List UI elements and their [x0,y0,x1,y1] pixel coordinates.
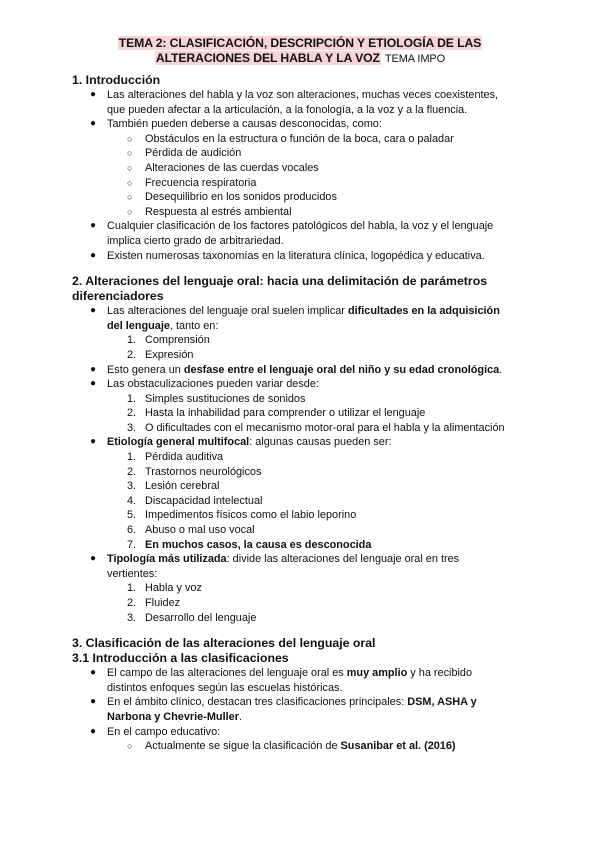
section-1-heading: 1. Introducción [72,73,161,87]
section-2-heading: 2. Alteraciones del lenguaje oral: hacia una delimitación de parámetros diferenciadores [72,274,488,304]
list-item: ● Las alteraciones del habla y la voz son alteraciones, muchas veces coexistentes, que pueden afectar a la articulación, a la fonología, a la voz y a la fluencia. [90,89,499,116]
circle-bullet-icon: ○ [127,192,133,203]
numbered-item: 3. Desarrollo del lenguaje [127,611,257,624]
numbered-item: 2. Hasta la inhabilidad para comprender o utilizar el lenguaje [127,407,426,420]
title-tag: TEMA IMPO [384,53,446,65]
bullet-icon: ● [90,89,97,100]
bullet-icon: ● [90,363,97,375]
title-line-2: ALTERACIONES DEL HABLA Y LA VOZ [155,51,380,65]
section-3-heading: 3. Clasificación de las alteraciones del lenguaje oral [72,636,376,651]
subsection-3-1-heading: 3.1 Introducción a las clasificaciones [72,651,289,666]
circle-bullet-icon: ○ [127,741,133,752]
sub-list-item: ○ Desequilibrio en los sonidos producidos [127,191,337,204]
list-item: ● Existen numerosas taxonomías en la literatura clínica, logopédica y educativa. [90,249,485,262]
numbered-item: 1. Pérdida auditiva [127,451,224,464]
section-1-list [0,88,600,263]
numbered-item: 1. Comprensión [127,334,210,347]
bullet-icon: ● [90,725,97,737]
numbered-item: 2. Expresión [127,348,194,361]
circle-bullet-icon: ○ [127,133,133,144]
numbered-item: 2. Fluidez [127,597,181,609]
bullet-icon: ● [90,378,97,390]
numbered-item: 5. Impedimentos físicos como el labio leporino [127,509,357,522]
list-item: ● Las obstaculizaciones pueden variar desde: [90,378,319,391]
numbered-item: 3. O dificultades con el mecanismo motor-oral para el habla y la alimentación [127,421,505,434]
list-item: ● En el campo educativo: [90,725,221,738]
numbered-item: 1. Habla y voz [127,582,202,595]
bullet-icon: ● [90,667,97,679]
list-item: ● Cualquier clasificación de los factores patológicos del habla, la voz y el lenguaje implica cierto grado de arbitrariedad. [90,220,494,247]
list-item: ● Etiología general multifocal: algunas causas pueden ser: [90,436,392,449]
bullet-icon: ● [90,249,97,261]
section-3-list [0,666,600,754]
sub-list-item: ○ Actualmente se sigue la clasificación de Susanibar et al. (2016) [127,740,456,753]
title-line-1: TEMA 2: CLASIFICACIÓN, DESCRIPCIÓN Y ETIOLOGÍA DE LAS [118,36,482,50]
bullet-icon: ● [90,118,97,130]
sub-list-item: ○ Pérdida de audición [127,147,242,160]
numbered-item: 7. En muchos casos, la causa es desconocida [127,538,372,551]
circle-bullet-icon: ○ [127,177,133,188]
list-item: ● En el ámbito clínico, destacan tres clasificaciones principales: DSM, ASHA y Narbona y Chevrie-Muller. [90,696,477,723]
circle-bullet-icon: ○ [127,148,133,159]
circle-bullet-icon: ○ [127,206,133,217]
document-title [0,36,600,67]
numbered-item: 4. Discapacidad intelectual [127,494,263,507]
sub-list-item: ○ Alteraciones de las cuerdas vocales [127,161,319,174]
list-item: ● Las alteraciones del lenguaje oral suelen implicar dificultades en la adquisición del lenguaje, tanto en: [90,305,500,332]
list-item: ● El campo de las alteraciones del lenguaje oral es muy amplio y ha recibido distintos enfoques según las escuelas históricas. [90,667,473,694]
sub-list-item: ○ Obstáculos en la estructura o función de la boca, cara o paladar [127,132,454,145]
numbered-item: 3. Lesión cerebral [127,480,220,493]
list-item: ● Esto genera un desfase entre el lenguaje oral del niño y su edad cronológica. [90,363,503,376]
bullet-icon: ● [90,220,97,232]
list-item: ● También pueden deberse a causas desconocidas, como: [90,118,382,131]
numbered-item: 1. Simples sustituciones de sonidos [127,392,306,405]
sub-list-item: ○ Frecuencia respiratoria [127,176,257,189]
numbered-item: 6. Abuso o mal uso vocal [127,524,255,537]
bullet-icon: ● [90,305,97,317]
numbered-item: 2. Trastornos neurológicos [127,465,262,478]
sub-list-item: ○ Respuesta al estrés ambiental [127,205,292,218]
bullet-icon: ● [90,436,97,448]
list-item: ● Tipología más utilizada: divide las alteraciones del lenguaje oral en tres vertientes: [90,553,460,580]
section-2-list [0,304,600,625]
bullet-icon: ● [90,553,97,565]
circle-bullet-icon: ○ [127,162,133,173]
bullet-icon: ● [90,696,97,708]
